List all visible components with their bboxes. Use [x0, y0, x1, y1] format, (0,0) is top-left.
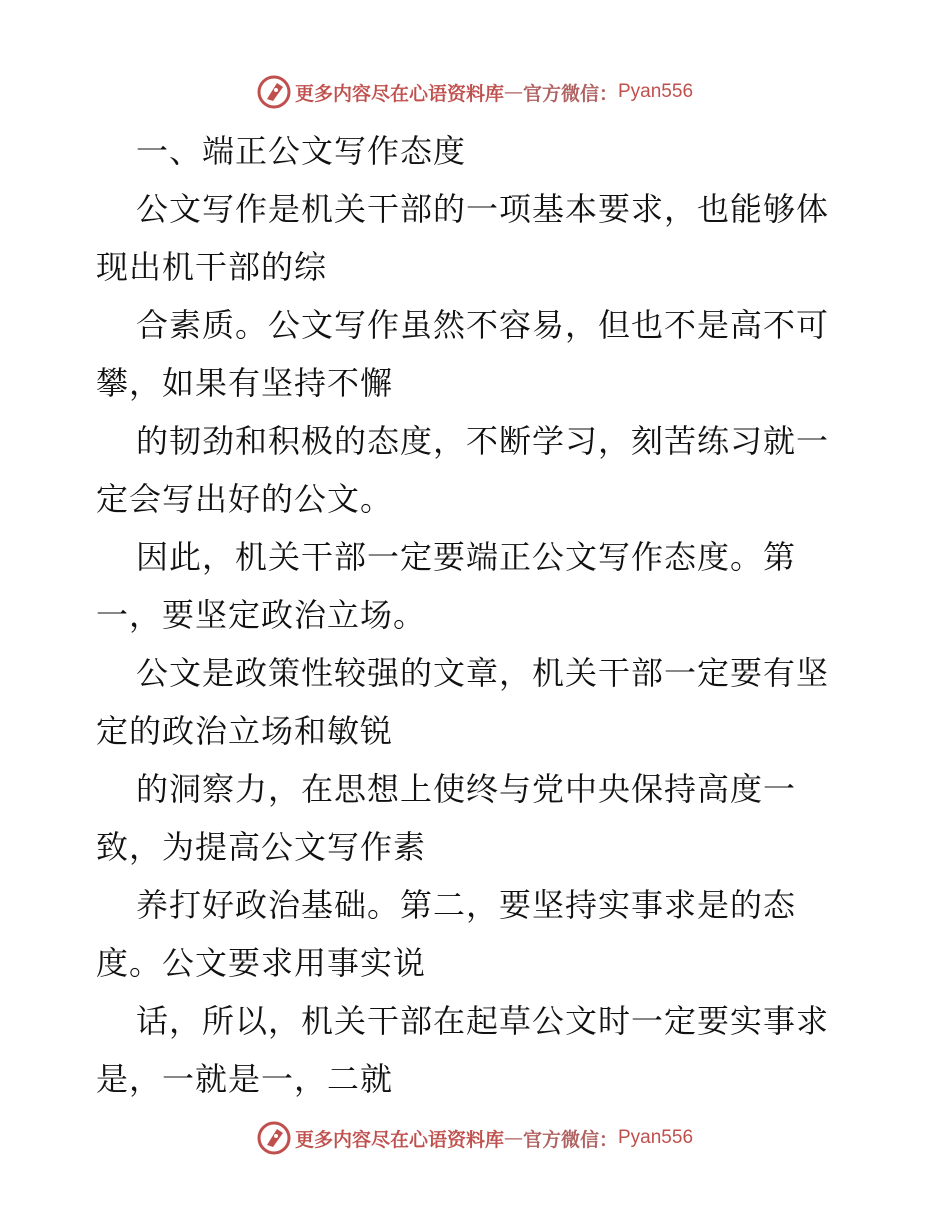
watermark-label: 官方微信：	[522, 1128, 618, 1151]
watermark-id: Pyan556	[618, 1127, 694, 1148]
watermark-dash: —	[503, 81, 523, 103]
document-body	[96, 122, 856, 1108]
text-line: 现出机干部的综	[96, 248, 328, 286]
text-line: 一，要坚定政治立场。	[96, 596, 427, 634]
watermark-id: Pyan556	[618, 81, 694, 102]
pen-nib-logo-icon	[257, 75, 291, 109]
watermark-dash: —	[503, 1127, 523, 1149]
text-line: 定的政治立场和敏锐	[96, 712, 394, 750]
text-line: 合素质。公文写作虽然不容易，但也不是高不可	[136, 306, 830, 344]
watermark-text: 更多内容尽在心语资料库	[294, 82, 504, 105]
text-line: 攀，如果有坚持不懈	[96, 364, 394, 402]
text-line: 公文写作是机关干部的一项基本要求，也能够体	[136, 190, 830, 228]
header-watermark	[0, 72, 950, 112]
text-line: 公文是政策性较强的文章，机关干部一定要有坚	[136, 654, 830, 692]
text-line: 的韧劲和积极的态度，不断学习，刻苦练习就一	[136, 422, 830, 460]
text-line: 定会写出好的公文。	[96, 480, 394, 518]
text-line: 致，为提高公文写作素	[96, 828, 427, 866]
text-line: 因此，机关干部一定要端正公文写作态度。第	[136, 538, 797, 576]
pen-nib-logo-icon	[257, 1121, 291, 1155]
heading-line: 一、端正公文写作态度	[136, 132, 467, 170]
footer-watermark	[0, 1118, 950, 1158]
text-line: 是，一就是一，二就	[96, 1060, 394, 1098]
text-line: 度。公文要求用事实说	[96, 944, 427, 982]
text-line: 养打好政治基础。第二，要坚持实事求是的态	[136, 886, 797, 924]
watermark-label: 官方微信：	[522, 82, 618, 105]
text-line: 话，所以，机关干部在起草公文时一定要实事求	[136, 1002, 830, 1040]
watermark-text: 更多内容尽在心语资料库	[294, 1128, 504, 1151]
text-line: 的洞察力，在思想上使终与党中央保持高度一	[136, 770, 797, 808]
